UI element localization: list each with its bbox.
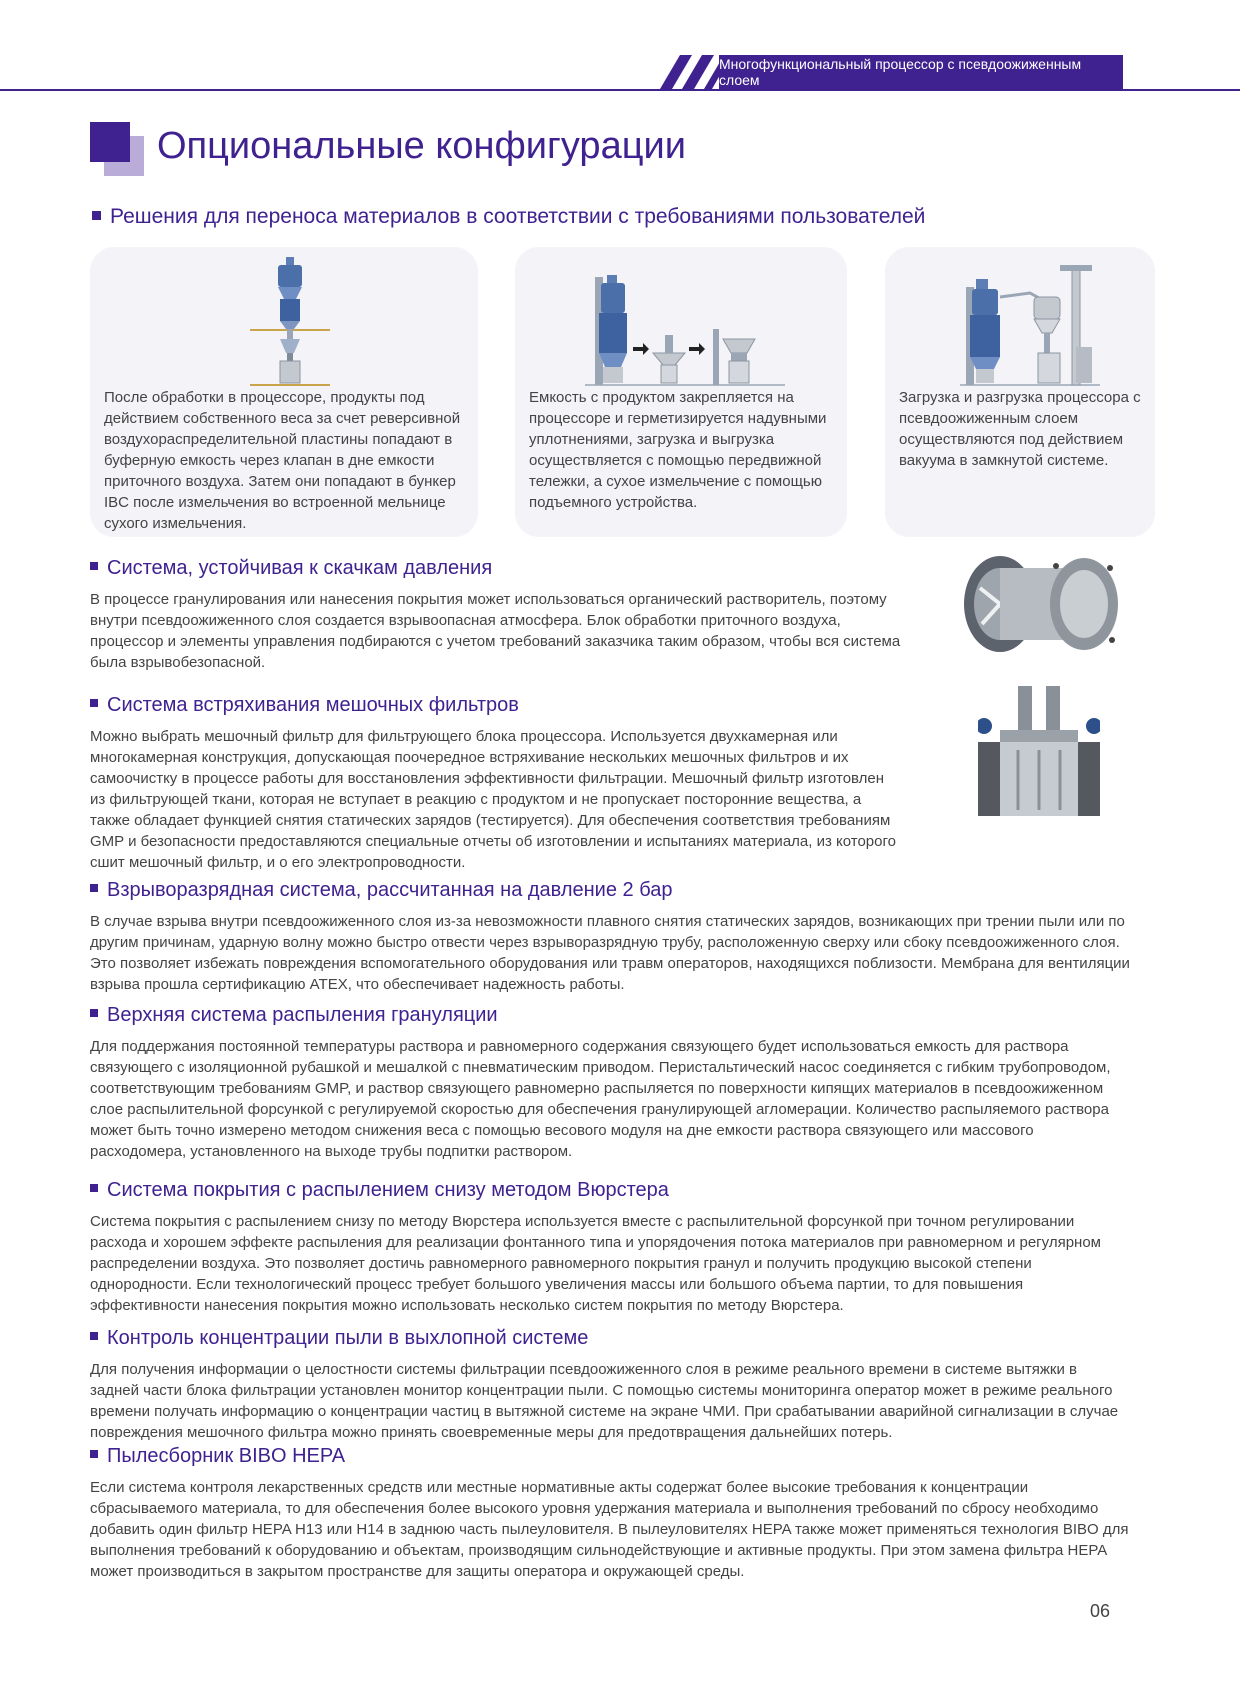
- title-squares-decoration: [90, 122, 144, 176]
- section-pressure-shock: [90, 555, 910, 673]
- section-body: Для получения информации о целостности системы фильтрации псевдоожиженного слоя в режиме реального времени в системе вытяжки в задней части блока фильтрации установлен монитор концентрации пыли. С помощью системы мониторинга оператор может в режиме реального времени получать информацию о концентрации частиц в вытяжной системе на экране ЧМИ. При срабатывании аварийной сигнализации в случае повреждения мешочного фильтра можно принять своевременные меры для предотвращения дальнейших потерь.: [90, 1361, 1119, 1441]
- vacuum-loading-illustration: [960, 257, 1100, 389]
- bullet-square-icon: [90, 562, 98, 570]
- bullet-square-icon: [90, 1450, 98, 1458]
- card-2-text: Емкость с продуктом закрепляется на процессоре и герметизируется надувными уплотнениями, загрузка и выгрузка осуществляется с помощью передвижной тележки, а сухое измельчение с помощью подъемного устройства.: [529, 389, 827, 511]
- section-wurster-coating: [90, 1177, 1130, 1316]
- section-subtitle: [92, 204, 925, 230]
- section-body: В процессе гранулирования или нанесения покрытия может использоваться органический растворитель, поэтому внутри псевдоожиженного слоя создается взрывоопасная атмосфера. Блок обработки приточного воздуха, процессор и элементы управления подбираются с учетом требований заказчика таким образом, чтобы вся система была взрывобезопасной.: [90, 591, 901, 671]
- section-body: В случае взрыва внутри псевдоожиженного слоя из-за невозможности плавного снятия статических зарядов, возникающих при трении пыли или по другим причинам, ударную волну можно быстро отвести через взрыворазрядную трубу, расположенную сверху или сбоку псевдоожиженного слоя. Это позволяет избежать повреждения вспомогательного оборудования или травм операторов, находящихся поблизости. Мембрана для вентиляции взрыва прошла сертификацию ATEX, что обеспечивает надежность работы.: [90, 913, 1130, 993]
- section-heading: Пылесборник BIBO HEPA: [90, 1443, 1130, 1469]
- section-heading: Система встряхивания мешочных фильтров: [90, 692, 900, 718]
- mobile-bin-illustration: [585, 257, 785, 389]
- section-heading: Верхняя система распыления грануляции: [90, 1002, 1130, 1028]
- config-card-1: [90, 247, 478, 537]
- header-stripes-decoration: [646, 55, 728, 89]
- bullet-square-icon: [92, 211, 101, 220]
- gravity-discharge-illustration: [250, 257, 330, 389]
- section-body: Можно выбрать мешочный фильтр для фильтрующего блока процессора. Используется двухкамерная или многокамерная конструкция, допускающая поочередное встряхивание нескольких мешочных фильтров и их самоочистку в процессе работы для восстановления эффективности фильтрации. Мешочный фильтр изготовлен из фильтрующей ткани, которая не вступает в реакцию с продуктом и не пропускает посторонние вещества, а также обладает функцией снятия статических зарядов (тестируется). Для обеспечения соответствия требованиям GMP и безопасности предоставляются специальные отчеты об изготовлении и испытаниях материала, из которого сшит мешочный фильтр, и о его электропроводности.: [90, 728, 896, 871]
- section-body: Система покрытия с распылением снизу по методу Вюрстера используется вместе с распылительной форсункой при точном регулировании расхода и хорошем эффекте распыления для реализации фонтанного типа и упорядочения потока материалов при равномерном и регулярном распределении воздуха. Это позволяет достичь равномерного равномерного покрытия гранул и получить продукцию высокой степени однородности. Если технологический процесс требует большого увеличения массы или большого объема партии, то для повышения эффективности нанесения покрытия можно использовать несколько систем покрытия по методу Вюрстера.: [90, 1213, 1101, 1314]
- section-dust-concentration: [90, 1325, 1130, 1443]
- bullet-square-icon: [90, 1184, 98, 1192]
- card-3-text: Загрузка и разгрузка процессора с псевдоожиженным слоем осуществляются под действием вакуума в замкнутой системе.: [899, 389, 1141, 469]
- explosion-valve-photo: [960, 548, 1130, 660]
- section-heading: Система покрытия с распылением снизу методом Вюрстера: [90, 1177, 1130, 1203]
- section-heading: Контроль концентрации пыли в выхлопной системе: [90, 1325, 1130, 1351]
- config-card-2: [515, 247, 847, 537]
- bullet-square-icon: [90, 699, 98, 707]
- card-1-text: После обработки в процессоре, продукты под действием собственного веса за счет реверсивной воздухораспределительной пластины попадают в буферную емкость через клапан в дне емкости приточного воздуха. Затем они попадают в бункер IBC после измельчения во встроенной мельнице сухого измельчения.: [104, 389, 461, 532]
- section-heading: Взрыворазрядная система, рассчитанная на давление 2 бар: [90, 877, 1130, 903]
- bullet-square-icon: [90, 1009, 98, 1017]
- section-body: Для поддержания постоянной температуры раствора и равномерного содержания связующего будет использоваться емкость для раствора связующего с изоляционной рубашкой и мешалкой с пневматическим приводом. Перистальтический насос соединяется с гибким трубопроводом, соответствующим требованиям GMP, и раствор связующего равномерно распыляется по поверхности кипящих материалов в псевдоожиженном слое распылительной форсункой с регулируемой скоростью для обеспечения гранулирующей агломерации. Количество распыляемого раствора может быть точно измерено методом снижения веса с помощью весового модуля на дне емкости раствора связующего или массового расходомера, установленного на выходе трубы подпитки раствором.: [90, 1038, 1111, 1160]
- section-bag-filter-shaking: [90, 692, 900, 873]
- section-heading: Система, устойчивая к скачкам давления: [90, 555, 910, 581]
- header-rule: [0, 89, 1240, 91]
- config-card-3: [885, 247, 1155, 537]
- header-label: Многофункциональный процессор с псевдоожиженным слоем: [719, 55, 1123, 89]
- subtitle-text: Решения для переноса материалов в соответствии с требованиями пользователей: [110, 205, 926, 228]
- bag-filter-photo: [978, 680, 1100, 816]
- section-top-spray-granulation: [90, 1002, 1130, 1162]
- page-title: Опциональные конфигурации: [157, 125, 686, 167]
- section-bibo-hepa: [90, 1443, 1130, 1582]
- section-explosion-venting: [90, 877, 1130, 995]
- section-body: Если система контроля лекарственных средств или местные нормативные акты содержат более высокие требования к концентрации сбрасываемого материала, то для обеспечения более высокого уровня удержания материала и выполнения требований по сбросу необходимо добавить один фильтр HEPA H13 или H14 в заднюю часть пылеуловителя. В пылеуловителях HEPA также может применяться технология BIBO для выполнения требований к оборудованию и объектам, производящим сильнодействующие и активные продукты. При этом замена фильтра HEPA может производиться в закрытом пространстве для защиты оператора и окружающей среды.: [90, 1479, 1129, 1580]
- page-number: 06: [1090, 1601, 1111, 1621]
- bullet-square-icon: [90, 1332, 98, 1340]
- bullet-square-icon: [90, 884, 98, 892]
